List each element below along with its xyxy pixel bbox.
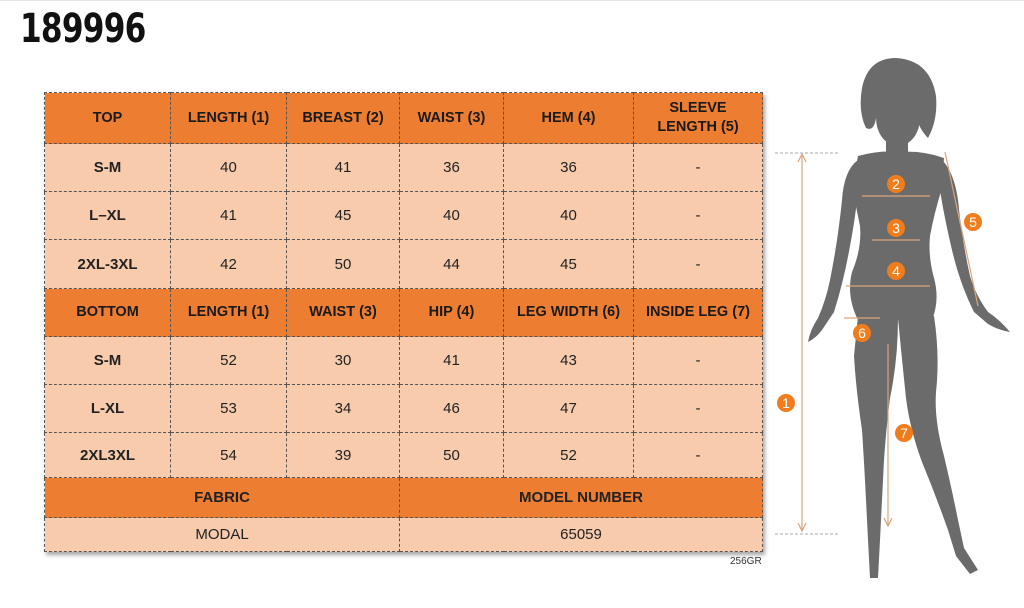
table-cell: -: [634, 144, 763, 192]
size-label: 2XL-3XL: [45, 240, 171, 289]
body-measurement-figure: [770, 56, 1024, 596]
fabric-value-row: [45, 518, 763, 552]
table-cell: 53: [171, 385, 287, 433]
marker-5-icon: [964, 213, 982, 231]
top-col-label: TOP: [45, 93, 171, 144]
table-cell: -: [634, 433, 763, 478]
table-cell: 36: [400, 144, 504, 192]
marker-3-icon: [887, 219, 905, 237]
marker-2-icon: [887, 175, 905, 193]
table-cell: 46: [400, 385, 504, 433]
table-row: [45, 385, 763, 433]
bottom-col-label: BOTTOM: [45, 289, 171, 337]
table-cell: 42: [171, 240, 287, 289]
table-cell: 52: [171, 337, 287, 385]
table-cell: 40: [400, 192, 504, 240]
size-label: L-XL: [45, 385, 171, 433]
table-cell: -: [634, 385, 763, 433]
svg-text:4: 4: [892, 263, 900, 279]
size-label: 2XL3XL: [45, 433, 171, 478]
svg-text:5: 5: [969, 214, 977, 230]
table-cell: 41: [171, 192, 287, 240]
bottom-header-row: [45, 289, 763, 337]
size-label: S-M: [45, 337, 171, 385]
top-col-waist: WAIST (3): [400, 93, 504, 144]
table-cell: 44: [400, 240, 504, 289]
size-label: S-M: [45, 144, 171, 192]
table-cell: 52: [504, 433, 634, 478]
bottom-col-waist: WAIST (3): [287, 289, 400, 337]
table-cell: 50: [287, 240, 400, 289]
marker-1-icon: [777, 394, 795, 412]
top-col-hem: HEM (4): [504, 93, 634, 144]
silhouette: [808, 58, 1010, 578]
table-cell: 40: [171, 144, 287, 192]
table-cell: 45: [504, 240, 634, 289]
top-divider: [0, 0, 1024, 1]
product-code: 189996: [20, 6, 146, 52]
table-cell: 36: [504, 144, 634, 192]
table-cell: 54: [171, 433, 287, 478]
bottom-col-inside-leg: INSIDE LEG (7): [634, 289, 763, 337]
svg-text:7: 7: [900, 425, 908, 441]
marker-7-icon: [895, 424, 913, 442]
bottom-col-length: LENGTH (1): [171, 289, 287, 337]
bottom-col-leg-width: LEG WIDTH (6): [504, 289, 634, 337]
table-row: [45, 144, 763, 192]
table-cell: -: [634, 240, 763, 289]
table-cell: 45: [287, 192, 400, 240]
table-row: [45, 337, 763, 385]
table-cell: 40: [504, 192, 634, 240]
top-col-breast: BREAST (2): [287, 93, 400, 144]
table-cell: 41: [400, 337, 504, 385]
model-number-value: 65059: [400, 518, 763, 552]
table-row: [45, 433, 763, 478]
svg-text:1: 1: [782, 395, 790, 411]
table-cell: 43: [504, 337, 634, 385]
table-cell: -: [634, 192, 763, 240]
fabric-header-row: [45, 478, 763, 518]
svg-text:2: 2: [892, 176, 900, 192]
fabric-value: MODAL: [45, 518, 400, 552]
table-cell: 47: [504, 385, 634, 433]
table-cell: 34: [287, 385, 400, 433]
table-cell: 41: [287, 144, 400, 192]
size-label: L–XL: [45, 192, 171, 240]
table-cell: 30: [287, 337, 400, 385]
bottom-col-hip: HIP (4): [400, 289, 504, 337]
marker-4-icon: [887, 262, 905, 280]
svg-text:6: 6: [858, 325, 866, 341]
top-header-row: [45, 93, 763, 144]
table-cell: -: [634, 337, 763, 385]
table-cell: 39: [287, 433, 400, 478]
table-row: [45, 192, 763, 240]
svg-text:3: 3: [892, 220, 900, 236]
size-chart-table: [44, 92, 763, 552]
table-row: [45, 240, 763, 289]
top-col-length: LENGTH (1): [171, 93, 287, 144]
fabric-label: FABRIC: [45, 478, 400, 518]
top-col-sleeve-length: SLEEVE LENGTH (5): [634, 93, 763, 144]
table-cell: 50: [400, 433, 504, 478]
model-number-label: MODEL NUMBER: [400, 478, 763, 518]
marker-6-icon: [853, 324, 871, 342]
footer-code: 256GR: [730, 556, 762, 567]
